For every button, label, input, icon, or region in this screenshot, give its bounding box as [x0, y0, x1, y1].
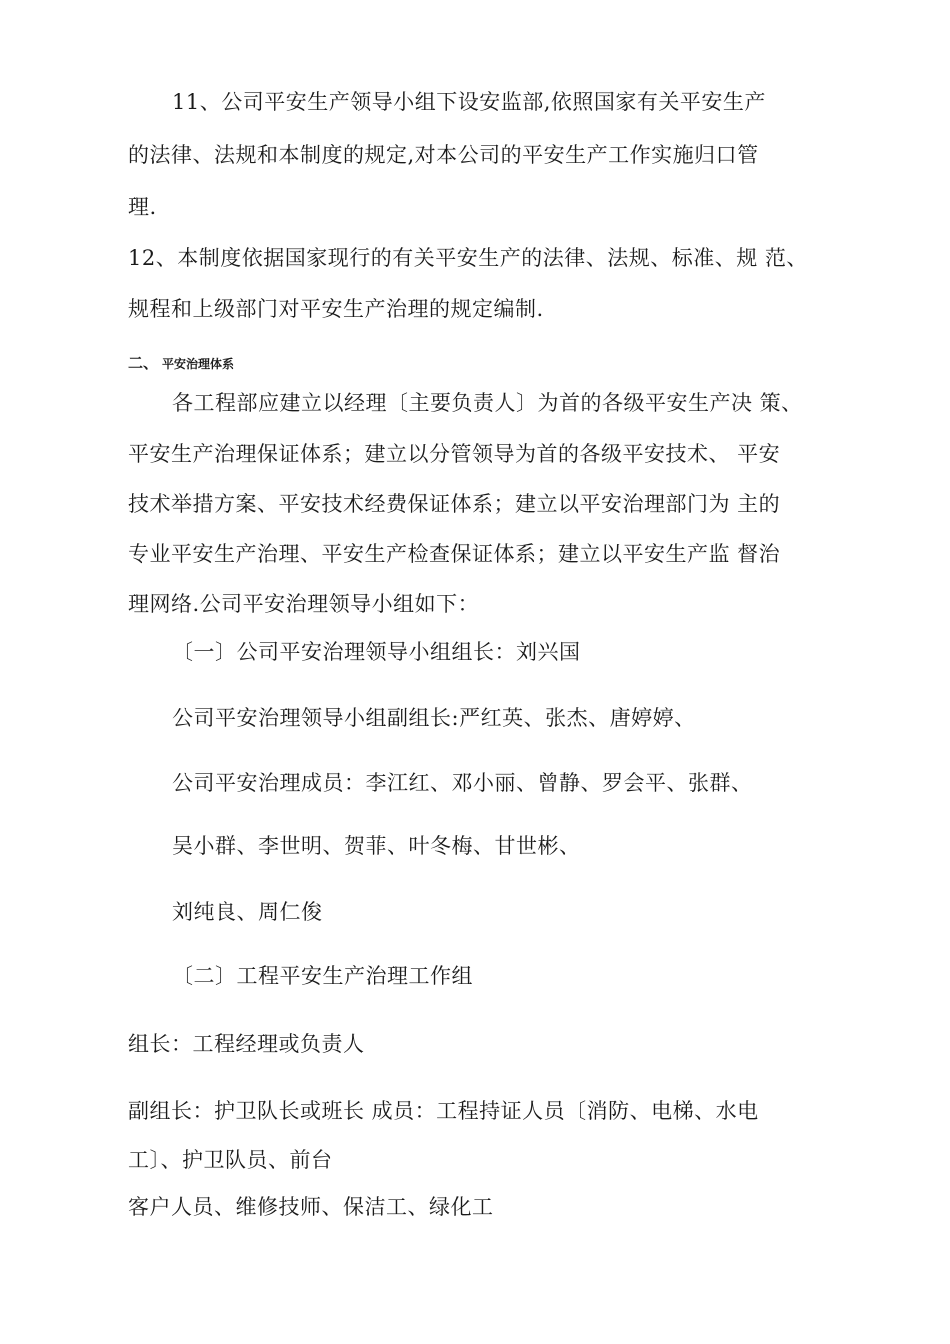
para-11-line-3: 理. [128, 195, 157, 219]
system-para-line-3: 技术举措方案、平安技术经费保证体系；建立以平安治理部门为 主的 [128, 492, 781, 516]
system-para-line-2: 平安生产治理保证体系；建立以分管领导为首的各级平安技术、 平安 [128, 442, 781, 466]
para-12-line-2: 规程和上级部门对平安生产治理的规定编制. [128, 297, 544, 321]
group-1-members-line-2: 吴小群、李世明、贺菲、叶冬梅、甘世彬、 [172, 834, 581, 858]
group-2-deputy-line-3: 客户人员、维修技师、保洁工、绿化工 [128, 1195, 494, 1219]
group-1-deputy: 公司平安治理领导小组副组长:严红英、张杰、唐婷婷、 [172, 706, 696, 730]
system-para-line-1: 各工程部应建立以经理〔主要负责人〕为首的各级平安生产决 策、 [172, 391, 803, 415]
system-para-line-5: 理网络.公司平安治理领导小组如下： [128, 592, 480, 616]
section-heading [128, 353, 234, 374]
group-2-deputy-line-2: 工〕、护卫队员、前台 [128, 1148, 333, 1172]
system-para-line-4: 专业平安生产治理、平安生产检查保证体系；建立以平安生产监 督治 [128, 542, 781, 566]
group-1-members-line-1: 公司平安治理成员：李江红、邓小丽、曾静、罗会平、张群、 [172, 771, 753, 795]
para-11-line-1: 11、公司平安生产领导小组下设安监部,依照国家有关平安生产 [172, 90, 766, 114]
para-11-line-2: 的法律、法规和本制度的规定,对本公司的平安生产工作实施归口管 [128, 143, 759, 167]
group-1-heading: 〔一〕公司平安治理领导小组组长：刘兴国 [172, 640, 581, 664]
section-number: 二、 [128, 354, 159, 372]
group-1-members-line-3: 刘纯良、周仁俊 [172, 900, 323, 924]
section-title: 平安治理体系 [162, 357, 235, 371]
para-12-line-1: 12、本制度依据国家现行的有关平安生产的法律、法规、标准、规 范、 [128, 246, 808, 270]
group-2-leader: 组长：工程经理或负责人 [128, 1032, 365, 1056]
group-2-heading: 〔二〕工程平安生产治理工作组 [172, 964, 473, 988]
group-2-deputy-line-1: 副组长：护卫队长或班长 成员：工程持证人员〔消防、电梯、水电 [128, 1099, 759, 1123]
